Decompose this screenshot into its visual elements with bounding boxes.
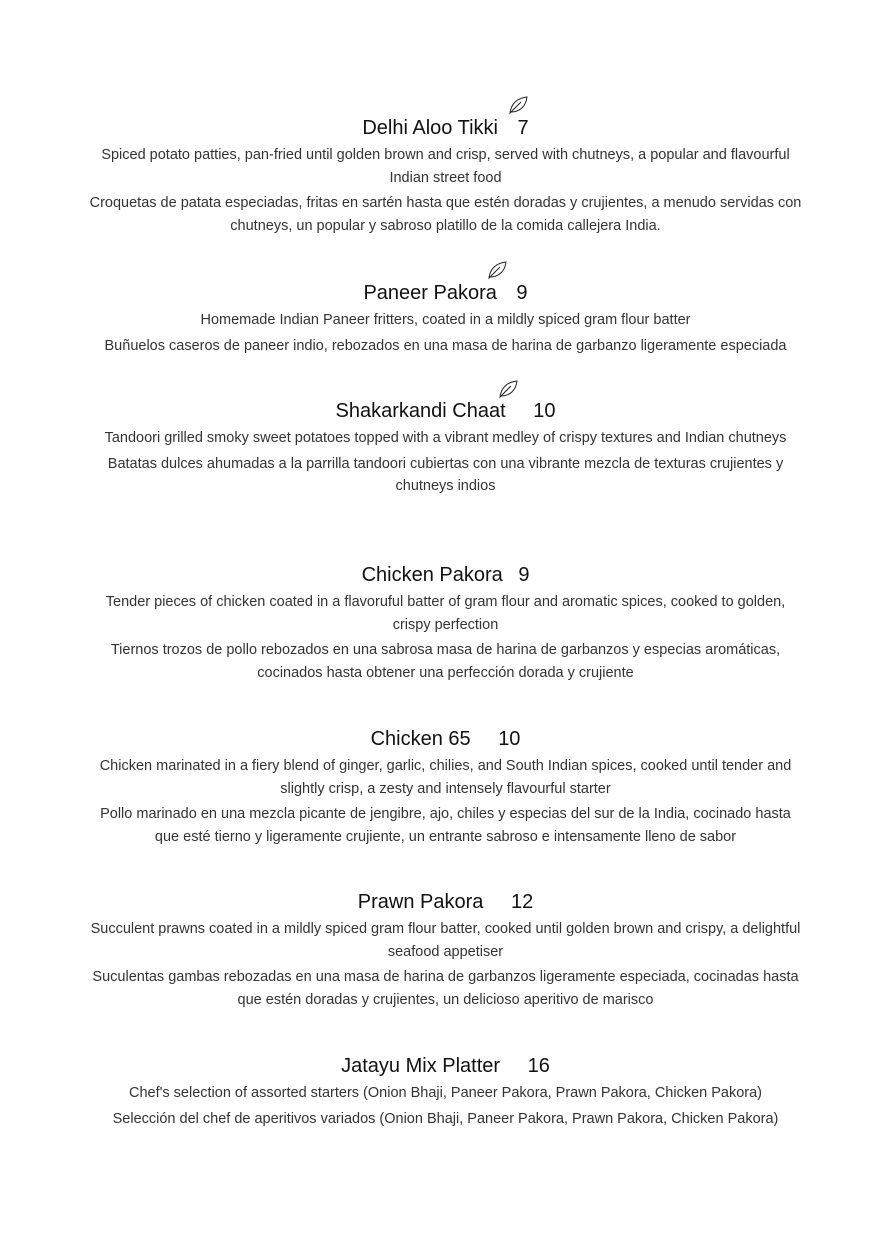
menu-item-title (358, 889, 533, 915)
leaf-icon (508, 95, 530, 115)
menu-item-title (362, 562, 530, 588)
dish-price: 10 (498, 728, 521, 750)
menu-item-title (371, 726, 521, 752)
dish-name: Delhi Aloo Tikki (362, 117, 498, 139)
dish-description-es: Croquetas de patata especiadas, fritas en sartén hasta que estén doradas y crujientes, a menudo servidas con chutneys, un popular y sabroso platillo de la comida callejera India. (89, 195, 802, 234)
menu-item-title (363, 280, 527, 306)
dish-name: Prawn Pakora (357, 891, 484, 913)
dish-price: 10 (533, 400, 556, 422)
leaf-icon (487, 260, 509, 280)
menu-item-title (336, 398, 556, 424)
menu-item-chicken-pakora (40, 562, 851, 684)
dish-price: 9 (518, 564, 530, 586)
dish-price: 7 (517, 117, 529, 139)
dish-name: Jatayu Mix Platter (341, 1055, 501, 1077)
dish-description-es: Batatas dulces ahumadas a la parrilla tandoori cubiertas con una vibrante mezcla de texturas crujientes y chutneys indios (107, 455, 784, 494)
menu-item-chicken-65 (40, 726, 851, 848)
dish-name: Chicken Pakora (361, 564, 503, 586)
dish-price: 16 (527, 1055, 550, 1077)
dish-description-en: Tandoori grilled smoky sweet potatoes topped with a vibrant medley of crispy textures and Indian chutneys (104, 430, 787, 446)
dish-price: 9 (516, 282, 528, 304)
dish-description-en: Spiced potato patties, pan-fried until golden brown and crisp, served with chutneys, a popular and flavourful Indian street food (101, 147, 790, 186)
dish-description-en: Tender pieces of chicken coated in a flavoruful batter of gram flour and aromatic spices, cooked to golden, crispy perfection (105, 594, 786, 633)
dish-description-es: Pollo marinado en una mezcla picante de jengibre, ajo, chiles y especias del sur de la India, cocinado hasta que esté tierno y ligeramente crujiente, un entrante sabroso e intensamente lleno de sabor (100, 806, 791, 845)
dish-description-es: Tiernos trozos de pollo rebozados en una sabrosa masa de harina de garbanzos y especias aromáticas, cocinados hasta obtener una perfección dorada y crujiente (110, 642, 781, 681)
menu-item-shakarkandi-chaat (40, 398, 851, 498)
dish-description-en: Chicken marinated in a fiery blend of ginger, garlic, chilies, and South Indian spices, cooked until tender and slightly crisp, a zesty and intensely flavourful starter (99, 758, 792, 797)
menu-item-jatayu-mix-platter (40, 1053, 851, 1130)
menu-item-title (341, 1053, 550, 1079)
dish-description-es: Selección del chef de aperitivos variados (Onion Bhaji, Paneer Pakora, Prawn Pakora, Chicken Pakora) (112, 1110, 779, 1127)
dish-description-en: Homemade Indian Paneer fritters, coated in a mildly spiced gram flour batter (200, 312, 691, 328)
menu-item-paneer-pakora (40, 280, 851, 357)
dish-price: 12 (510, 891, 534, 913)
dish-description-es: Suculentas gambas rebozadas en una masa de harina de garbanzos ligeramente especiada, cocinadas hasta que estén doradas y crujientes, un delicioso aperitivo de marisco (92, 969, 799, 1008)
dish-description-es: Buñuelos caseros de paneer indio, rebozados en una masa de harina de garbanzo ligeramente especiada (104, 337, 787, 354)
dish-name: Paneer Pakora (363, 282, 497, 304)
leaf-icon (498, 379, 520, 399)
dish-name: Shakarkandi Chaat (335, 400, 506, 422)
dish-description-en: Succulent prawns coated in a mildly spiced gram flour batter, cooked until golden brown and crispy, a delightful seafood appetiser (90, 921, 801, 960)
menu-item-prawn-pakora (40, 889, 851, 1011)
menu-item-delhi-aloo-tikki (40, 115, 851, 237)
dish-name: Chicken 65 (370, 728, 471, 750)
menu-item-title (362, 115, 528, 141)
dish-description-en: Chef's selection of assorted starters (Onion Bhaji, Paneer Pakora, Prawn Pakora, Chicken Pakora) (128, 1085, 762, 1101)
